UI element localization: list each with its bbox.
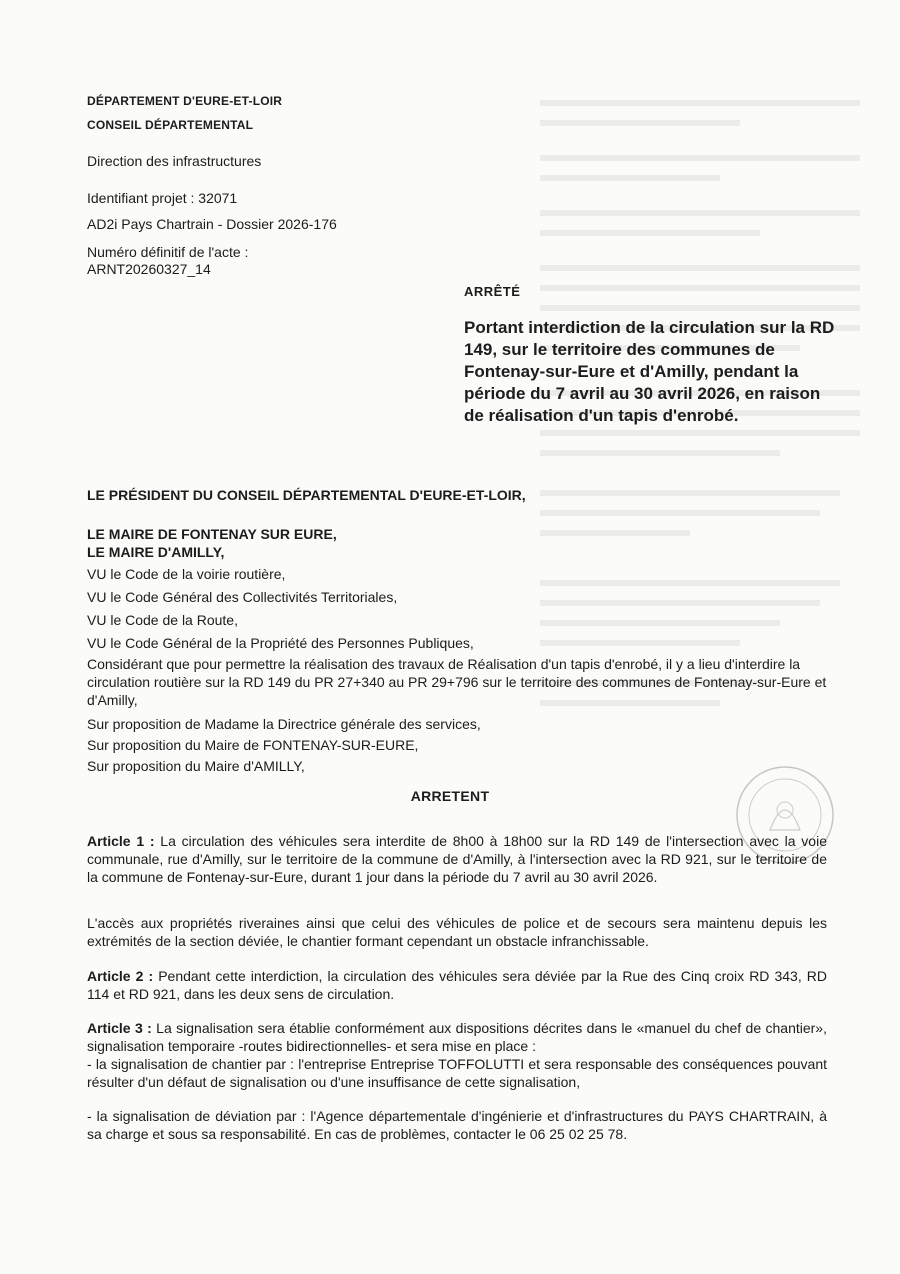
vu-item: VU le Code Général des Collectivités Territoriales,	[87, 589, 398, 605]
proposition-item: Sur proposition de Madame la Directrice générale des services,	[87, 716, 481, 732]
considerant-paragraph: Considérant que pour permettre la réalisation des travaux de Réalisation d'un tapis d'enrobé, il y a lieu d'interdire la circulation routière sur la RD 149 du PR 27+340 au PR 29+796 sur le territoire des communes de Fontenay-sur-Eure et d'Amilly,	[87, 656, 827, 708]
act-number-label: Numéro définitif de l'acte :	[87, 244, 249, 260]
proposition-item: Sur proposition du Maire d'AMILLY,	[87, 758, 305, 774]
act-number-block	[87, 244, 248, 278]
council-name: CONSEIL DÉPARTEMENTAL	[87, 118, 254, 132]
decree-title: Portant interdiction de la circulation sur la RD 149, sur le territoire des communes de Fontenay-sur-Eure et d'Amilly, pendant la période du 7 avril au 30 avril 2026, en raison de réalisation d'un tapis d'enrobé.	[464, 318, 835, 425]
legal-references	[87, 563, 827, 655]
vu-item: VU le Code de la Route,	[87, 612, 238, 628]
mayor-amilly: LE MAIRE D'AMILLY,	[87, 544, 225, 560]
article-1-access: L'accès aux propriétés riveraines ainsi que celui des véhicules de police et de secours sera maintenu depuis les extrémités de la section déviée, le chantier formant cependant un obstacle infranchissable.	[87, 915, 827, 949]
mayors-heading	[87, 525, 337, 561]
dossier-reference: AD2i Pays Chartrain - Dossier 2026-176	[87, 216, 337, 232]
article-1-text: La circulation des véhicules sera interdite de 8h00 à 18h00 sur la RD 149 de l'intersection avec la voie communale, rue d'Amilly, sur le territoire de la commune de d'Amilly, à l'intersection avec la RD 921, sur le territoire de la commune de Fontenay-sur-Eure, durant 1 jour dans la période du 7 avril au 30 avril 2026.	[87, 833, 827, 885]
project-identifier: Identifiant projet : 32071	[87, 190, 238, 206]
article-3-label: Article 3 :	[87, 1020, 152, 1036]
arretent-heading: ARRETENT	[410, 788, 490, 804]
decree-label: ARRÊTÉ	[464, 284, 521, 299]
direction-name: Direction des infrastructures	[87, 153, 262, 169]
article-2	[87, 967, 827, 1003]
mayor-fontenay: LE MAIRE DE FONTENAY SUR EURE,	[87, 526, 337, 542]
vu-item: VU le Code Général de la Propriété des Personnes Publiques,	[87, 635, 474, 651]
president-heading: LE PRÉSIDENT DU CONSEIL DÉPARTEMENTAL D'EURE-ET-LOIR,	[87, 487, 526, 503]
article-3-item-chantier: - la signalisation de chantier par : l'entreprise Entreprise TOFFOLUTTI et sera responsable des conséquences pouvant résulter d'un défaut de signalisation ou d'une insuffisance de cette signalisation,	[87, 1056, 827, 1090]
propositions-list	[87, 714, 481, 777]
article-3	[87, 1019, 827, 1091]
department-name: DÉPARTEMENT D'EURE-ET-LOIR	[87, 94, 283, 108]
vu-item: VU le Code de la voirie routière,	[87, 566, 286, 582]
article-2-text: Pendant cette interdiction, la circulation des véhicules sera déviée par la Rue des Cinq croix RD 343, RD 114 et RD 921, dans les deux sens de circulation.	[87, 968, 827, 1002]
article-3-item-deviation: - la signalisation de déviation par : l'Agence départementale d'ingénierie et d'infrastructures du PAYS CHARTRAIN, à sa charge et sous sa responsabilité. En cas de problèmes, contacter le 06 25 02 25 78.	[87, 1108, 827, 1142]
act-number: ARNT20260327_14	[87, 261, 211, 277]
article-2-label: Article 2 :	[87, 968, 154, 984]
article-1	[87, 832, 827, 886]
article-3-text: La signalisation sera établie conformément aux dispositions décrites dans le «manuel du chef de chantier», signalisation temporaire -routes bidirectionnelles- et sera mise en place :	[87, 1020, 827, 1054]
proposition-item: Sur proposition du Maire de FONTENAY-SUR-EURE,	[87, 737, 419, 753]
article-1-label: Article 1 :	[87, 833, 155, 849]
